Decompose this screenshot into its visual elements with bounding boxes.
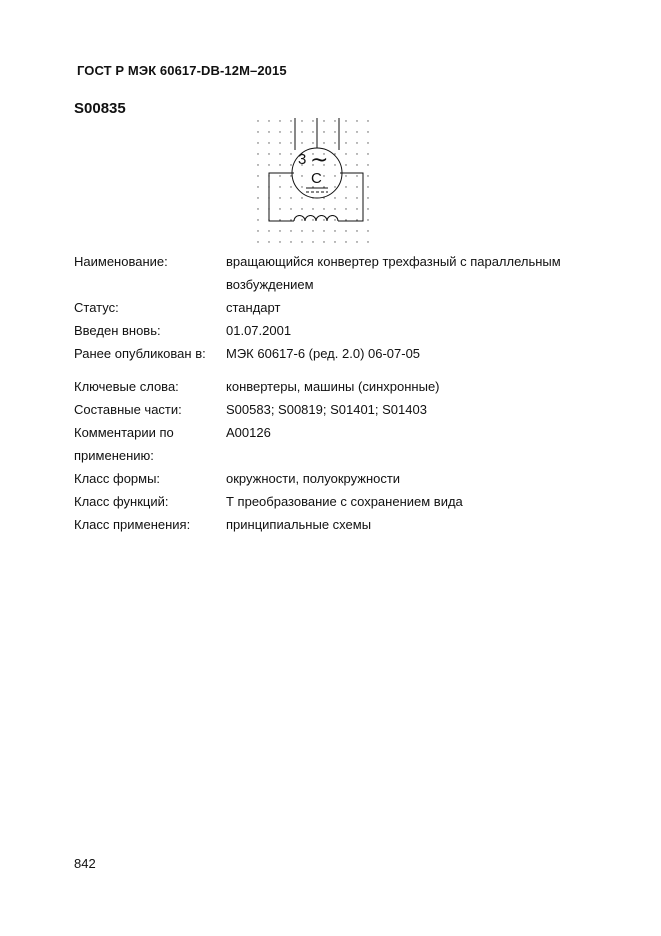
grid-dot	[290, 208, 291, 209]
grid-dot	[334, 164, 335, 165]
grid-dot	[257, 219, 258, 220]
left-field-connection	[269, 173, 294, 221]
grid-dot	[290, 175, 291, 176]
grid-dot	[334, 131, 335, 132]
grid-dot	[257, 131, 258, 132]
grid-dot	[312, 208, 313, 209]
grid-dot	[290, 142, 291, 143]
grid-dot	[334, 241, 335, 242]
grid-dot	[345, 131, 346, 132]
grid-dot	[279, 120, 280, 121]
properties-table	[74, 250, 614, 536]
grid-dot	[367, 208, 368, 209]
property-label: Класс функций:	[74, 494, 169, 509]
property-value: стандарт	[226, 300, 281, 315]
grid-dot	[279, 131, 280, 132]
grid-dot	[268, 142, 269, 143]
tilde-glyph: ~	[310, 148, 329, 173]
grid-dot	[345, 230, 346, 231]
grid-dot	[268, 131, 269, 132]
grid-dot	[301, 142, 302, 143]
page-number: 842	[74, 856, 96, 871]
grid-dot	[345, 208, 346, 209]
grid-dot	[312, 142, 313, 143]
grid-dot	[323, 186, 324, 187]
grid-dot	[279, 230, 280, 231]
grid-dot	[279, 186, 280, 187]
converter-symbol-diagram	[252, 115, 380, 249]
property-label: Ключевые слова:	[74, 379, 179, 394]
grid-dot	[268, 230, 269, 231]
grid-dot	[334, 230, 335, 231]
property-value: A00126	[226, 425, 271, 440]
grid-dot	[301, 241, 302, 242]
property-value: принципиальные схемы	[226, 517, 372, 532]
grid-dot	[367, 219, 368, 220]
grid-dot	[323, 241, 324, 242]
grid-dot	[279, 164, 280, 165]
grid-dot	[290, 131, 291, 132]
grid-dot	[257, 241, 258, 242]
grid-dot	[279, 241, 280, 242]
property-introduced	[74, 319, 614, 342]
property-value: Т преобразование с сохранением вида	[226, 494, 463, 509]
grid-dot	[356, 230, 357, 231]
grid-dot	[290, 186, 291, 187]
grid-dot	[279, 153, 280, 154]
grid-dot	[312, 230, 313, 231]
grid-dot	[301, 219, 302, 220]
grid-dot	[334, 197, 335, 198]
property-label: Составные части:	[74, 402, 182, 417]
grid-dot	[367, 241, 368, 242]
grid-dot	[356, 131, 357, 132]
grid-dot	[356, 175, 357, 176]
grid-dot	[345, 153, 346, 154]
grid-dot	[367, 142, 368, 143]
grid-dot	[356, 164, 357, 165]
grid-dot	[268, 241, 269, 242]
grid-dot	[290, 230, 291, 231]
grid-dot	[345, 186, 346, 187]
property-label: Статус:	[74, 300, 119, 315]
grid-dot	[334, 142, 335, 143]
grid-dot	[356, 197, 357, 198]
grid-dot	[279, 175, 280, 176]
grid-dot	[279, 208, 280, 209]
grid-dot	[356, 186, 357, 187]
letter-c: C	[311, 170, 322, 187]
grid-dot	[356, 219, 357, 220]
property-function-class	[74, 490, 614, 513]
grid-dot	[345, 120, 346, 121]
grid-dot	[345, 241, 346, 242]
property-label: Комментарии по применению:	[74, 425, 174, 463]
grid-dot	[257, 230, 258, 231]
property-label: Класс применения:	[74, 517, 191, 532]
property-label: Наименование:	[74, 254, 168, 269]
grid-dot	[356, 153, 357, 154]
grid-dot	[345, 175, 346, 176]
grid-dot	[301, 230, 302, 231]
grid-dot	[301, 208, 302, 209]
grid-dot	[290, 164, 291, 165]
grid-dot	[290, 153, 291, 154]
grid-dot	[290, 120, 291, 121]
grid-dot	[257, 208, 258, 209]
property-value: конвертеры, машины (синхронные)	[226, 379, 440, 394]
property-value: S00583; S00819; S01401; S01403	[226, 402, 427, 417]
grid-dot	[334, 186, 335, 187]
phase-number: 3	[298, 151, 307, 168]
property-value: 01.07.2001	[226, 323, 292, 338]
grid-dot	[301, 120, 302, 121]
grid-dot	[301, 131, 302, 132]
grid-dot	[367, 186, 368, 187]
field-winding-coil	[294, 216, 338, 222]
grid-dot	[257, 186, 258, 187]
grid-dot	[367, 153, 368, 154]
property-name	[74, 250, 614, 296]
grid-dot	[290, 197, 291, 198]
grid-dot	[323, 120, 324, 121]
grid-dot	[345, 142, 346, 143]
property-label: Класс формы:	[74, 471, 161, 486]
grid-dot	[334, 208, 335, 209]
property-keywords	[74, 375, 614, 398]
spacer	[74, 365, 614, 375]
grid-dot	[356, 120, 357, 121]
grid-dot	[323, 219, 324, 220]
grid-dot	[356, 241, 357, 242]
property-application-class	[74, 513, 614, 536]
property-value: МЭК 60617-6 (ред. 2.0) 06-07-05	[226, 346, 421, 361]
grid-dot	[312, 131, 313, 132]
grid-dot	[345, 197, 346, 198]
grid-dot	[367, 175, 368, 176]
grid-dot	[356, 142, 357, 143]
grid-dot	[257, 164, 258, 165]
property-shape-class	[74, 467, 614, 490]
grid-dot	[345, 219, 346, 220]
grid-dot	[323, 208, 324, 209]
grid-dot	[367, 230, 368, 231]
grid-dot	[257, 142, 258, 143]
grid-dot	[334, 120, 335, 121]
grid-dot	[301, 175, 302, 176]
grid-dot	[323, 230, 324, 231]
grid-dot	[301, 197, 302, 198]
document-header: ГОСТ Р МЭК 60617-DB-12M–2015	[77, 63, 287, 78]
property-label: Введен вновь:	[74, 323, 161, 338]
property-status	[74, 296, 614, 319]
symbol-code: S00835	[74, 100, 126, 117]
grid-dot	[268, 120, 269, 121]
grid-dot	[334, 219, 335, 220]
grid-dot	[334, 175, 335, 176]
grid-dot	[367, 164, 368, 165]
grid-dot	[356, 208, 357, 209]
grid-dot	[268, 153, 269, 154]
grid-dot	[323, 175, 324, 176]
grid-dot	[257, 120, 258, 121]
grid-dot	[257, 153, 258, 154]
grid-dot	[279, 219, 280, 220]
grid-dot	[312, 241, 313, 242]
grid-dot	[268, 164, 269, 165]
grid-dot	[367, 131, 368, 132]
grid-dot	[345, 164, 346, 165]
grid-dot	[323, 131, 324, 132]
grid-dot	[312, 120, 313, 121]
grid-dot	[279, 142, 280, 143]
grid-dot	[279, 197, 280, 198]
grid-dot	[290, 241, 291, 242]
grid-dot	[301, 186, 302, 187]
property-parts	[74, 398, 614, 421]
property-value: вращающийся конвертер трехфазный с параллельным возбуждением	[226, 254, 561, 292]
property-published	[74, 342, 614, 365]
grid-dot	[367, 197, 368, 198]
grid-dot	[312, 219, 313, 220]
property-label: Ранее опубликован в:	[74, 346, 206, 361]
property-value: окружности, полуокружности	[226, 471, 401, 486]
right-field-connection	[338, 173, 363, 221]
property-comments	[74, 421, 614, 467]
grid-dot	[367, 120, 368, 121]
grid-dot	[257, 197, 258, 198]
grid-dot	[323, 142, 324, 143]
grid-dot	[290, 219, 291, 220]
grid-dot	[257, 175, 258, 176]
